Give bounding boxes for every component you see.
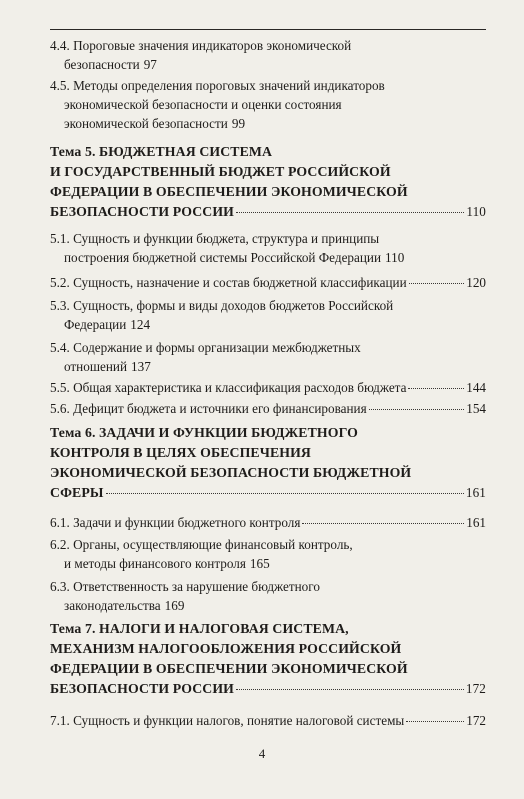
toc-entry-line: 5.4. Содержание и формы организации межбюджетных [50, 340, 361, 355]
toc-entry [50, 711, 486, 730]
toc-entry-line: 5.6. Дефицит бюджета и источники его финансирования [50, 401, 367, 416]
toc-page-number: 144 [466, 380, 486, 395]
toc-topic-line: Тема 7. НАЛОГИ И НАЛОГОВАЯ СИСТЕМА, [50, 621, 349, 636]
toc-entry [50, 76, 486, 133]
toc-page-number: 137 [131, 359, 151, 374]
toc-entry-line: экономической безопасности [64, 116, 228, 131]
toc-page-number: 169 [164, 598, 185, 613]
toc-entry-line: 5.2. Сущность, назначение и состав бюджетной классификации [50, 275, 407, 290]
toc-topic-line: БЕЗОПАСНОСТИ РОССИИ [50, 681, 234, 696]
toc-page-number: 110 [385, 250, 405, 265]
toc-page-number: 120 [466, 275, 486, 290]
toc-entry-line: экономической безопасности и оценки состояния [64, 97, 342, 112]
toc-topic-line: И ГОСУДАРСТВЕННЫЙ БЮДЖЕТ РОССИЙСКОЙ [50, 164, 391, 179]
toc-entry-line: Федерации [64, 317, 127, 332]
top-rule [50, 29, 486, 30]
page-number: 4 [258, 746, 266, 761]
toc-topic-line: БЕЗОПАСНОСТИ РОССИИ [50, 204, 234, 219]
toc-entry-line: 6.1. Задачи и функции бюджетного контроля [50, 515, 301, 530]
toc-entry [50, 513, 486, 532]
toc-entry-line: 5.1. Сущность и функции бюджета, структура и принципы [50, 231, 380, 246]
toc-entry-line: 5.3. Сущность, формы и виды доходов бюджетов Российской [50, 298, 394, 313]
toc-entry-line: 4.4. Пороговые значения индикаторов экономической [50, 38, 352, 53]
toc-entry [50, 296, 486, 334]
toc-entry [50, 378, 486, 397]
dot-leader [236, 212, 464, 213]
toc-entry-line: законодательства [64, 598, 161, 613]
toc-entry-line: 6.2. Органы, осуществляющие финансовый контроль, [50, 537, 353, 552]
toc-topic-line: Тема 6. ЗАДАЧИ И ФУНКЦИИ БЮДЖЕТНОГО [50, 425, 358, 440]
toc-entry-line: 5.5. Общая характеристика и классификация расходов бюджета [50, 380, 407, 395]
toc-topic-line: ФЕДЕРАЦИИ В ОБЕСПЕЧЕНИИ ЭКОНОМИЧЕСКОЙ [50, 661, 408, 676]
toc-entry [50, 229, 486, 267]
toc-page-number: 161 [465, 485, 486, 500]
toc-entry [50, 535, 486, 573]
toc-page-number: 161 [466, 515, 486, 530]
toc-page-number: 172 [466, 713, 486, 728]
toc-entry-line: 6.3. Ответственность за нарушение бюджетного [50, 579, 320, 594]
toc-entry [50, 338, 486, 376]
toc-entry [50, 577, 486, 615]
toc-page-number: 165 [249, 556, 270, 571]
toc-page-number: 124 [130, 317, 151, 332]
toc-page-number: 97 [143, 57, 157, 72]
toc-entry [50, 36, 486, 74]
toc-topic-line: СФЕРЫ [50, 485, 104, 500]
dot-leader [236, 689, 464, 690]
toc-page-number: 110 [466, 204, 486, 219]
toc-topic-line: Тема 5. БЮДЖЕТНАЯ СИСТЕМА [50, 144, 273, 159]
toc-entry-line: безопасности [64, 57, 140, 72]
toc-page-number: 154 [466, 401, 486, 416]
toc-page-number: 172 [465, 681, 486, 696]
dot-leader [369, 409, 465, 410]
toc-topic-line: КОНТРОЛЯ В ЦЕЛЯХ ОБЕСПЕЧЕНИЯ [50, 445, 311, 460]
toc-topic-heading [50, 142, 486, 222]
toc-page-number: 99 [231, 116, 246, 131]
dot-leader [406, 721, 464, 722]
toc-entry [50, 399, 486, 418]
toc-topic-heading [50, 619, 486, 699]
toc-entry-line: отношений [64, 359, 128, 374]
toc-topic-line: ЭКОНОМИЧЕСКОЙ БЕЗОПАСНОСТИ БЮДЖЕТНОЙ [50, 465, 412, 480]
toc-topic-line: МЕХАНИЗМ НАЛОГООБЛОЖЕНИЯ РОССИЙСКОЙ [50, 641, 402, 656]
toc-entry [50, 273, 486, 292]
dot-leader [408, 388, 464, 389]
dot-leader [302, 523, 464, 524]
toc-topic-line: ФЕДЕРАЦИИ В ОБЕСПЕЧЕНИИ ЭКОНОМИЧЕСКОЙ [50, 184, 408, 199]
dot-leader [106, 493, 464, 494]
dot-leader [409, 283, 465, 284]
toc-entry-line: 4.5. Методы определения пороговых значений индикаторов [50, 78, 385, 93]
toc-topic-heading [50, 423, 486, 503]
toc-entry-line: построения бюджетной системы Российской Федерации [64, 250, 382, 265]
toc-entry-line: и методы финансового контроля [64, 556, 246, 571]
toc-entry-line: 7.1. Сущность и функции налогов, понятие налоговой системы [50, 713, 405, 728]
